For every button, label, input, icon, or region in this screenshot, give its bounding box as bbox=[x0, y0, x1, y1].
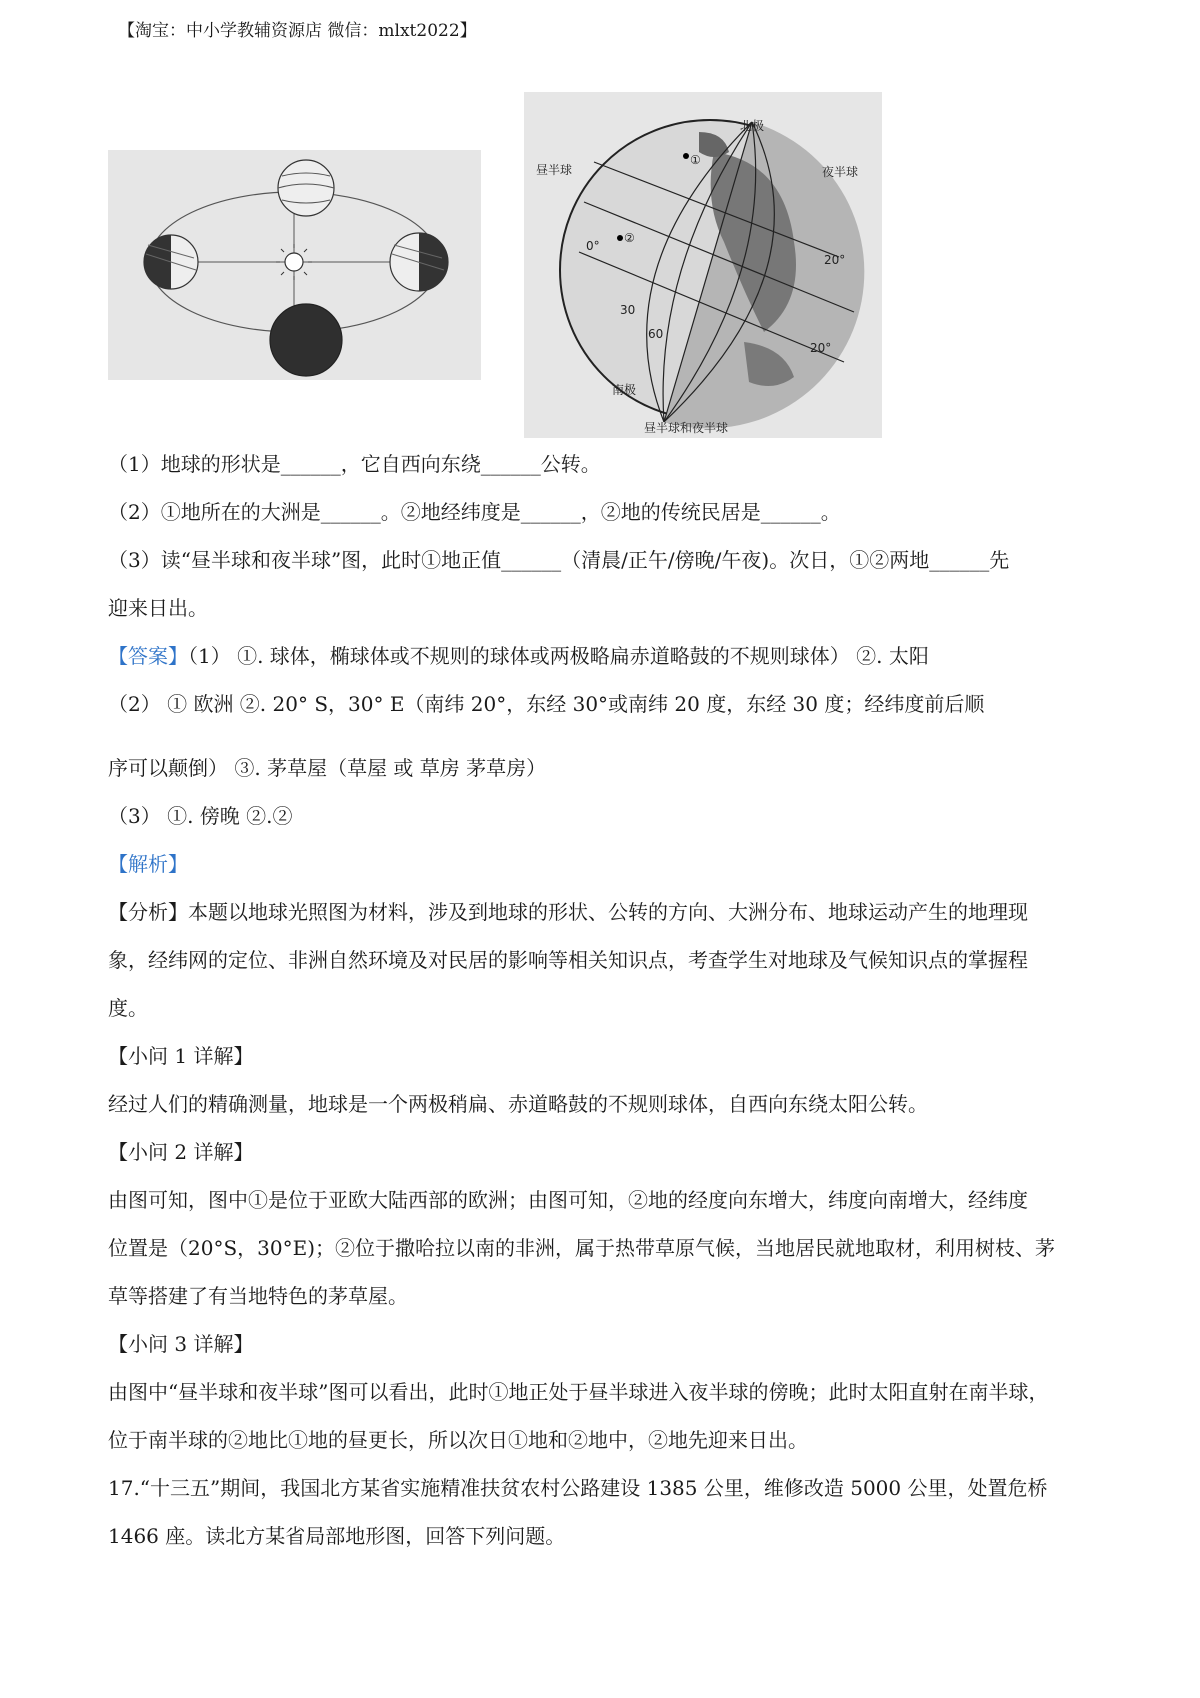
answer-1-text: （1） ①. 球体，椭球体或不规则的球体或两极略扁赤道略鼓的不规则球体） ②. 太阳 bbox=[188, 644, 929, 668]
answer-line-3: 序可以颠倒） ③. 茅草屋（草屋 或 草房 茅草房） bbox=[108, 756, 547, 780]
day-night-hemisphere-figure bbox=[524, 92, 882, 438]
subquestion-2-detail-3: 草等搭建了有当地特色的茅草屋。 bbox=[108, 1284, 408, 1308]
north-pole-label: 北极 bbox=[740, 119, 765, 133]
analysis-label: 【解析】 bbox=[108, 852, 188, 876]
subquestion-3-detail-2: 位于南半球的②地比①地的昼更长，所以次日①地和②地中，②地先迎来日出。 bbox=[108, 1428, 808, 1452]
page-header: 【淘宝：中小学教辅资源店 微信：mlxt2022】 bbox=[118, 21, 477, 41]
subquestion-2-detail-1: 由图可知，图中①是位于亚欧大陆西部的欧洲；由图可知，②地的经度向东增大，纬度向南增大，经纬度 bbox=[108, 1188, 1028, 1212]
subquestion-1-detail: 经过人们的精确测量，地球是一个两极稍扁、赤道略鼓的不规则球体，自西向东绕太阳公转。 bbox=[108, 1092, 928, 1116]
subquestion-2-heading: 【小问 2 详解】 bbox=[108, 1140, 254, 1164]
answer-line-2: （2） ① 欧洲 ②. 20° S，30° E（南纬 20°，东经 30°或南纬 20 度，东经 30 度；经纬度前后顺 bbox=[108, 692, 985, 716]
analysis-line-2: 象，经纬网的定位、非洲自然环境及对民居的影响等相关知识点，考查学生对地球及气候知识点的掌握程 bbox=[108, 948, 1028, 972]
earth-orbit-figure bbox=[108, 150, 481, 380]
south-pole-label: 南极 bbox=[612, 383, 637, 397]
point-2-label: ② bbox=[624, 231, 635, 245]
question-17-line-2: 1466 座。读北方某省局部地形图，回答下列问题。 bbox=[108, 1524, 566, 1548]
question-2: （2）①地所在的大洲是______。②地经纬度是______，②地的传统民居是______。 bbox=[108, 500, 841, 524]
answer-label: 【答案】 bbox=[108, 644, 188, 668]
latitude-20-south-label: 20° bbox=[810, 341, 832, 355]
subquestion-3-heading: 【小问 3 详解】 bbox=[108, 1332, 254, 1356]
question-1: （1）地球的形状是______，它自西向东绕______公转。 bbox=[108, 452, 601, 476]
answer-line-4: （3） ①. 傍晚 ②.② bbox=[108, 804, 293, 828]
point-1-label: ① bbox=[690, 153, 701, 167]
globe-icon bbox=[524, 92, 882, 438]
figure-caption: 昼半球和夜半球 bbox=[644, 421, 729, 435]
subquestion-2-detail-2: 位置是（20°S，30°E)；②位于撒哈拉以南的非洲，属于热带草原气候，当地居民就地取材，利用树枝、茅 bbox=[108, 1236, 1056, 1260]
analysis-line-3: 度。 bbox=[108, 996, 148, 1020]
subquestion-3-detail-1: 由图中“昼半球和夜半球”图可以看出，此时①地正处于昼半球进入夜半球的傍晚；此时太阳直射在南半球， bbox=[108, 1380, 1049, 1404]
subquestion-1-heading: 【小问 1 详解】 bbox=[108, 1044, 254, 1068]
question-17-line-1: 17.“十三五”期间，我国北方某省实施精准扶贫农村公路建设 1385 公里，维修改造 5000 公里，处置危桥 bbox=[108, 1476, 1048, 1500]
answer-line-1 bbox=[108, 642, 929, 670]
latitude-20-north-label: 20° bbox=[824, 253, 846, 267]
longitude-0-label: 0° bbox=[586, 239, 600, 253]
day-hemisphere-label: 昼半球 bbox=[536, 163, 573, 177]
question-3-cont: 迎来日出。 bbox=[108, 596, 208, 620]
longitude-30-label: 30 bbox=[620, 303, 636, 317]
night-hemisphere-label: 夜半球 bbox=[822, 165, 859, 179]
longitude-60-label: 60 bbox=[648, 327, 664, 341]
earth-orbit-icon bbox=[108, 150, 481, 380]
question-3: （3）读“昼半球和夜半球”图，此时①地正值______（清晨/正午/傍晚/午夜)。次日，①②两地______先 bbox=[108, 548, 1010, 572]
analysis-line-1: 【分析】本题以地球光照图为材料，涉及到地球的形状、公转的方向、大洲分布、地球运动产生的地理现 bbox=[108, 900, 1028, 924]
